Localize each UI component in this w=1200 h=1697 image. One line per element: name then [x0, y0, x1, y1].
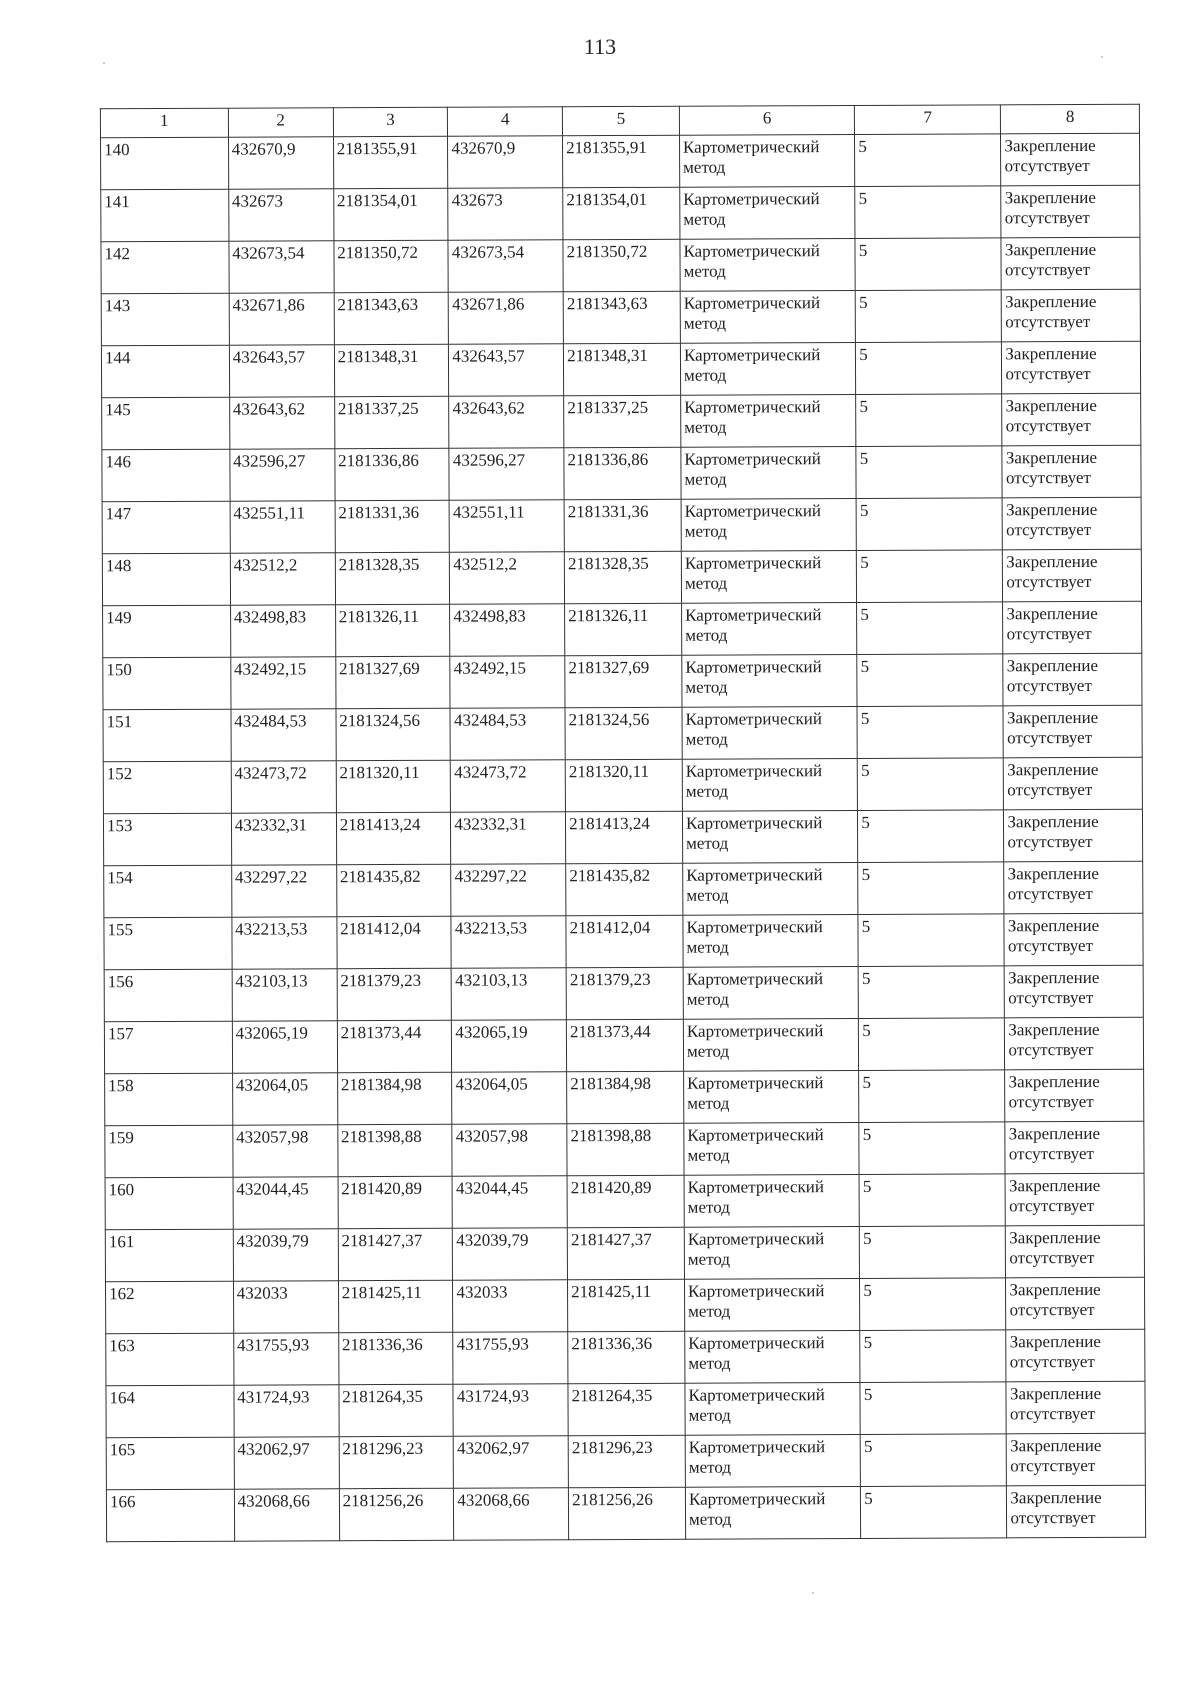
- fixation-cell: Закрепление отсутствует: [1002, 393, 1141, 446]
- x-coordinate-2-cell: 432512,2: [450, 552, 565, 605]
- fixation-cell: Закрепление отсутствует: [1004, 809, 1143, 862]
- x-coordinate-cell: 432498,83: [230, 605, 335, 657]
- method-cell: Картометрический метод: [681, 498, 857, 551]
- x-coordinate-2-cell: 432057,98: [452, 1124, 567, 1177]
- accuracy-cell: 5: [857, 602, 1003, 655]
- y-coordinate-cell: 2181331,36: [335, 500, 450, 553]
- table-row: [103, 653, 1142, 710]
- fixation-cell: Закрепление отсутствует: [1001, 185, 1140, 238]
- point-number-cell: 140: [101, 137, 229, 190]
- x-coordinate-cell: 431755,93: [233, 1333, 338, 1385]
- table-row: [101, 289, 1140, 346]
- point-number-cell: 149: [103, 605, 231, 658]
- x-coordinate-2-cell: 432596,27: [449, 448, 564, 501]
- y-coordinate-2-cell: 2181256,26: [569, 1487, 686, 1540]
- accuracy-cell: 5: [855, 134, 1001, 187]
- y-coordinate-2-cell: 2181354,01: [563, 187, 680, 240]
- table-body: [101, 133, 1146, 1542]
- y-coordinate-cell: 2181379,23: [337, 968, 452, 1021]
- point-number-cell: 158: [105, 1073, 233, 1126]
- x-coordinate-2-cell: 432103,13: [452, 968, 567, 1021]
- x-coordinate-2-cell: 432673,54: [448, 240, 563, 293]
- method-cell: Картометрический метод: [683, 914, 859, 967]
- fixation-cell: Закрепление отсутствует: [1005, 1069, 1144, 1122]
- x-coordinate-cell: 432596,27: [230, 449, 335, 501]
- fixation-cell: Закрепление отсутствует: [1002, 445, 1141, 498]
- point-number-cell: 155: [104, 917, 232, 970]
- y-coordinate-cell: 2181413,24: [336, 812, 451, 865]
- y-coordinate-2-cell: 2181379,23: [566, 967, 683, 1020]
- accuracy-cell: 5: [855, 290, 1001, 343]
- point-number-cell: 161: [105, 1229, 233, 1282]
- point-number-cell: 157: [104, 1021, 232, 1074]
- x-coordinate-cell: 432643,62: [229, 397, 334, 449]
- y-coordinate-2-cell: 2181320,11: [565, 759, 682, 812]
- y-coordinate-cell: 2181327,69: [335, 656, 450, 709]
- accuracy-cell: 5: [857, 550, 1003, 603]
- accuracy-cell: 5: [856, 394, 1002, 447]
- y-coordinate-2-cell: 2181350,72: [563, 239, 680, 292]
- table-row: [106, 1329, 1145, 1386]
- y-coordinate-2-cell: 2181412,04: [566, 915, 683, 968]
- y-coordinate-cell: 2181348,31: [334, 344, 449, 397]
- accuracy-cell: 5: [859, 1174, 1005, 1227]
- y-coordinate-cell: 2181264,35: [339, 1384, 454, 1437]
- fixation-cell: Закрепление отсутствует: [1003, 705, 1142, 758]
- accuracy-cell: 5: [856, 446, 1002, 499]
- table-row: [102, 497, 1141, 554]
- x-coordinate-2-cell: 432473,72: [451, 760, 566, 813]
- fixation-cell: Закрепление отсутствует: [1006, 1381, 1145, 1434]
- x-coordinate-cell: 432673,54: [229, 241, 334, 293]
- accuracy-cell: 5: [859, 1070, 1005, 1123]
- method-cell: Картометрический метод: [682, 602, 858, 655]
- column-header-3: 3: [333, 107, 448, 137]
- table-row: [103, 809, 1142, 866]
- x-coordinate-cell: 432033: [233, 1281, 338, 1333]
- column-header-6: 6: [679, 105, 854, 135]
- x-coordinate-2-cell: 431724,93: [453, 1384, 568, 1437]
- x-coordinate-2-cell: 432643,62: [449, 396, 564, 449]
- fixation-cell: Закрепление отсутствует: [1007, 1433, 1146, 1486]
- method-cell: Картометрический метод: [685, 1486, 861, 1539]
- accuracy-cell: 5: [860, 1330, 1006, 1383]
- method-cell: Картометрический метод: [684, 1174, 860, 1227]
- x-coordinate-2-cell: 432643,57: [449, 344, 564, 397]
- scan-speck: [1101, 56, 1103, 58]
- fixation-cell: Закрепление отсутствует: [1002, 289, 1141, 342]
- y-coordinate-2-cell: 2181296,23: [568, 1435, 685, 1488]
- point-number-cell: 145: [102, 397, 230, 450]
- point-number-cell: 166: [106, 1489, 234, 1542]
- method-cell: Картометрический метод: [680, 342, 856, 395]
- y-coordinate-2-cell: 2181324,56: [565, 707, 682, 760]
- point-number-cell: 146: [102, 449, 230, 502]
- fixation-cell: Закрепление отсутствует: [1005, 965, 1144, 1018]
- table-row: [105, 1225, 1144, 1282]
- point-number-cell: 147: [102, 501, 230, 554]
- accuracy-cell: 5: [855, 186, 1001, 239]
- fixation-cell: Закрепление отсутствует: [1005, 1121, 1144, 1174]
- method-cell: Картометрический метод: [679, 134, 855, 187]
- method-cell: Картометрический метод: [680, 290, 856, 343]
- y-coordinate-2-cell: 2181384,98: [567, 1071, 684, 1124]
- accuracy-cell: 5: [857, 706, 1003, 759]
- page-number: 113: [583, 34, 617, 59]
- y-coordinate-cell: 2181296,23: [339, 1436, 454, 1489]
- y-coordinate-cell: 2181256,26: [339, 1488, 454, 1541]
- y-coordinate-2-cell: 2181425,11: [568, 1279, 685, 1332]
- x-coordinate-2-cell: 432033: [453, 1280, 568, 1333]
- y-coordinate-cell: 2181343,63: [334, 292, 449, 345]
- table-row: [105, 1277, 1144, 1334]
- y-coordinate-2-cell: 2181327,69: [565, 655, 682, 708]
- column-header-8: 8: [1001, 104, 1140, 134]
- y-coordinate-2-cell: 2181413,24: [566, 811, 683, 864]
- table-row: [105, 1121, 1144, 1178]
- point-number-cell: 153: [103, 813, 231, 866]
- accuracy-cell: 5: [860, 1434, 1006, 1487]
- y-coordinate-cell: 2181435,82: [336, 864, 451, 917]
- column-header-5: 5: [562, 106, 679, 136]
- x-coordinate-cell: 432551,11: [230, 501, 335, 553]
- x-coordinate-2-cell: 432213,53: [451, 916, 566, 969]
- x-coordinate-2-cell: 432671,86: [449, 292, 564, 345]
- point-number-cell: 164: [106, 1385, 234, 1438]
- y-coordinate-2-cell: 2181427,37: [567, 1227, 684, 1280]
- scan-speck: [812, 1592, 814, 1594]
- x-coordinate-cell: 432492,15: [230, 657, 335, 709]
- y-coordinate-2-cell: 2181343,63: [563, 291, 680, 344]
- coordinates-table: [100, 104, 1146, 1543]
- point-number-cell: 159: [105, 1125, 233, 1178]
- method-cell: Картометрический метод: [682, 654, 858, 707]
- table-row: [105, 1069, 1144, 1126]
- method-cell: Картометрический метод: [684, 1278, 860, 1331]
- fixation-cell: Закрепление отсутствует: [1006, 1329, 1145, 1382]
- y-coordinate-cell: 2181336,36: [338, 1332, 453, 1385]
- y-coordinate-cell: 2181324,56: [336, 708, 451, 761]
- accuracy-cell: 5: [858, 810, 1004, 863]
- table-row: [106, 1433, 1145, 1490]
- x-coordinate-cell: 432068,66: [234, 1489, 339, 1541]
- method-cell: Картометрический метод: [683, 862, 859, 915]
- table-header: [100, 104, 1139, 138]
- y-coordinate-cell: 2181373,44: [337, 1020, 452, 1073]
- y-coordinate-cell: 2181412,04: [337, 916, 452, 969]
- x-coordinate-2-cell: 432039,79: [453, 1228, 568, 1281]
- fixation-cell: Закрепление отсутствует: [1004, 861, 1143, 914]
- x-coordinate-cell: 432670,9: [228, 137, 333, 189]
- table-row: [104, 913, 1143, 970]
- accuracy-cell: 5: [859, 1018, 1005, 1071]
- point-number-cell: 163: [106, 1333, 234, 1386]
- x-coordinate-cell: 432057,98: [233, 1125, 338, 1177]
- y-coordinate-2-cell: 2181435,82: [566, 863, 683, 916]
- y-coordinate-cell: 2181326,11: [335, 604, 450, 657]
- point-number-cell: 152: [103, 761, 231, 814]
- table-row: [102, 549, 1141, 606]
- table-row: [101, 341, 1140, 398]
- x-coordinate-cell: 432332,31: [231, 813, 336, 865]
- point-number-cell: 143: [101, 293, 229, 346]
- column-header-4: 4: [448, 107, 563, 137]
- x-coordinate-2-cell: 432498,83: [450, 604, 565, 657]
- method-cell: Картометрический метод: [684, 1122, 860, 1175]
- column-header-2: 2: [228, 108, 333, 137]
- x-coordinate-2-cell: 432044,45: [452, 1176, 567, 1229]
- fixation-cell: Закрепление отсутствует: [1005, 1173, 1144, 1226]
- method-cell: Картометрический метод: [685, 1330, 861, 1383]
- y-coordinate-cell: 2181320,11: [336, 760, 451, 813]
- x-coordinate-cell: 432064,05: [232, 1073, 337, 1125]
- table-row: [104, 965, 1143, 1022]
- accuracy-cell: 5: [855, 238, 1001, 291]
- y-coordinate-2-cell: 2181348,31: [564, 343, 681, 396]
- fixation-cell: Закрепление отсутствует: [1006, 1277, 1145, 1330]
- column-header-1: 1: [100, 108, 228, 138]
- x-coordinate-2-cell: 432492,15: [450, 656, 565, 709]
- x-coordinate-cell: 432065,19: [232, 1021, 337, 1073]
- point-number-cell: 144: [101, 345, 229, 398]
- method-cell: Картометрический метод: [685, 1382, 861, 1435]
- y-coordinate-2-cell: 2181336,36: [568, 1331, 685, 1384]
- method-cell: Картометрический метод: [685, 1434, 861, 1487]
- table-row: [101, 133, 1140, 190]
- x-coordinate-2-cell: 432551,11: [449, 500, 564, 553]
- fixation-cell: Закрепление отсутствует: [1005, 1017, 1144, 1070]
- y-coordinate-2-cell: 2181337,25: [564, 395, 681, 448]
- x-coordinate-cell: 432673: [228, 189, 333, 241]
- method-cell: Картометрический метод: [682, 706, 858, 759]
- fixation-cell: Закрепление отсутствует: [1001, 133, 1140, 186]
- y-coordinate-2-cell: 2181328,35: [564, 551, 681, 604]
- fixation-cell: Закрепление отсутствует: [1003, 549, 1142, 602]
- x-coordinate-2-cell: 432068,66: [454, 1488, 569, 1541]
- method-cell: Картометрический метод: [682, 810, 858, 863]
- y-coordinate-cell: 2181355,91: [333, 136, 448, 189]
- fixation-cell: Закрепление отсутствует: [1004, 757, 1143, 810]
- x-coordinate-2-cell: 432062,97: [454, 1436, 569, 1489]
- x-coordinate-2-cell: 431755,93: [453, 1332, 568, 1385]
- accuracy-cell: 5: [858, 862, 1004, 915]
- y-coordinate-cell: 2181384,98: [337, 1072, 452, 1125]
- fixation-cell: Закрепление отсутствует: [1001, 237, 1140, 290]
- accuracy-cell: 5: [860, 1278, 1006, 1331]
- x-coordinate-2-cell: 432297,22: [451, 864, 566, 917]
- method-cell: Картометрический метод: [680, 186, 856, 239]
- y-coordinate-2-cell: 2181398,88: [567, 1123, 684, 1176]
- x-coordinate-cell: 432213,53: [232, 917, 337, 969]
- table-row: [103, 601, 1142, 658]
- point-number-cell: 160: [105, 1177, 233, 1230]
- point-number-cell: 142: [101, 241, 229, 294]
- accuracy-cell: 5: [860, 1382, 1006, 1435]
- table-row: [103, 757, 1142, 814]
- table-row: [104, 1017, 1143, 1074]
- y-coordinate-cell: 2181425,11: [338, 1280, 453, 1333]
- fixation-cell: Закрепление отсутствует: [1003, 601, 1142, 654]
- fixation-cell: Закрепление отсутствует: [1003, 653, 1142, 706]
- accuracy-cell: 5: [859, 1122, 1005, 1175]
- method-cell: Картометрический метод: [683, 966, 859, 1019]
- y-coordinate-2-cell: 2181264,35: [568, 1383, 685, 1436]
- x-coordinate-cell: 432484,53: [231, 709, 336, 761]
- table-row: [105, 1173, 1144, 1230]
- fixation-cell: Закрепление отсутствует: [1004, 913, 1143, 966]
- fixation-cell: Закрепление отсутствует: [1007, 1485, 1146, 1538]
- point-number-cell: 162: [105, 1281, 233, 1334]
- x-coordinate-2-cell: 432673: [448, 188, 563, 241]
- header-row: [100, 104, 1139, 138]
- y-coordinate-2-cell: 2181336,86: [564, 447, 681, 500]
- fixation-cell: Закрепление отсутствует: [1003, 497, 1142, 550]
- y-coordinate-cell: 2181427,37: [338, 1228, 453, 1281]
- table-row: [102, 393, 1141, 450]
- x-coordinate-cell: 432473,72: [231, 761, 336, 813]
- y-coordinate-cell: 2181336,86: [335, 448, 450, 501]
- y-coordinate-2-cell: 2181420,89: [567, 1175, 684, 1228]
- accuracy-cell: 5: [858, 758, 1004, 811]
- y-coordinate-cell: 2181350,72: [334, 240, 449, 293]
- method-cell: Картометрический метод: [681, 446, 857, 499]
- table-row: [104, 861, 1143, 918]
- point-number-cell: 165: [106, 1437, 234, 1490]
- scan-speck: [103, 62, 105, 64]
- x-coordinate-2-cell: 432064,05: [452, 1072, 567, 1125]
- method-cell: Картометрический метод: [682, 758, 858, 811]
- x-coordinate-cell: 432044,45: [233, 1177, 338, 1229]
- method-cell: Картометрический метод: [683, 1018, 859, 1071]
- method-cell: Картометрический метод: [681, 394, 857, 447]
- accuracy-cell: 5: [856, 342, 1002, 395]
- accuracy-cell: 5: [856, 498, 1002, 551]
- accuracy-cell: 5: [857, 654, 1003, 707]
- table-row: [106, 1485, 1145, 1542]
- method-cell: Картометрический метод: [681, 550, 857, 603]
- x-coordinate-cell: 432512,2: [230, 553, 335, 605]
- x-coordinate-cell: 432103,13: [232, 969, 337, 1021]
- x-coordinate-2-cell: 432065,19: [452, 1020, 567, 1073]
- point-number-cell: 154: [104, 865, 232, 918]
- y-coordinate-cell: 2181420,89: [338, 1176, 453, 1229]
- x-coordinate-2-cell: 432484,53: [450, 708, 565, 761]
- y-coordinate-cell: 2181337,25: [334, 396, 449, 449]
- fixation-cell: Закрепление отсутствует: [1006, 1225, 1145, 1278]
- point-number-cell: 148: [102, 553, 230, 606]
- table-row: [101, 237, 1140, 294]
- x-coordinate-cell: 432643,57: [229, 345, 334, 397]
- x-coordinate-cell: 432671,86: [229, 293, 334, 345]
- x-coordinate-cell: 432297,22: [231, 865, 336, 917]
- y-coordinate-cell: 2181328,35: [335, 552, 450, 605]
- fixation-cell: Закрепление отсутствует: [1002, 341, 1141, 394]
- y-coordinate-2-cell: 2181355,91: [563, 135, 680, 188]
- table-row: [106, 1381, 1145, 1438]
- point-number-cell: 141: [101, 189, 229, 242]
- method-cell: Картометрический метод: [684, 1226, 860, 1279]
- table-row: [102, 445, 1141, 502]
- accuracy-cell: 5: [858, 914, 1004, 967]
- column-header-7: 7: [855, 105, 1001, 135]
- y-coordinate-cell: 2181354,01: [333, 188, 448, 241]
- x-coordinate-cell: 431724,93: [234, 1385, 339, 1437]
- point-number-cell: 150: [103, 657, 231, 710]
- x-coordinate-2-cell: 432332,31: [451, 812, 566, 865]
- table-row: [103, 705, 1142, 762]
- x-coordinate-2-cell: 432670,9: [448, 136, 563, 189]
- point-number-cell: 151: [103, 709, 231, 762]
- accuracy-cell: 5: [860, 1226, 1006, 1279]
- x-coordinate-cell: 432039,79: [233, 1229, 338, 1281]
- point-number-cell: 156: [104, 969, 232, 1022]
- method-cell: Картометрический метод: [680, 238, 856, 291]
- y-coordinate-2-cell: 2181331,36: [564, 499, 681, 552]
- accuracy-cell: 5: [861, 1486, 1007, 1539]
- table-row: [101, 185, 1140, 242]
- y-coordinate-2-cell: 2181373,44: [566, 1019, 683, 1072]
- x-coordinate-cell: 432062,97: [234, 1437, 339, 1489]
- method-cell: Картометрический метод: [684, 1070, 860, 1123]
- accuracy-cell: 5: [858, 966, 1004, 1019]
- y-coordinate-2-cell: 2181326,11: [565, 603, 682, 656]
- y-coordinate-cell: 2181398,88: [337, 1124, 452, 1177]
